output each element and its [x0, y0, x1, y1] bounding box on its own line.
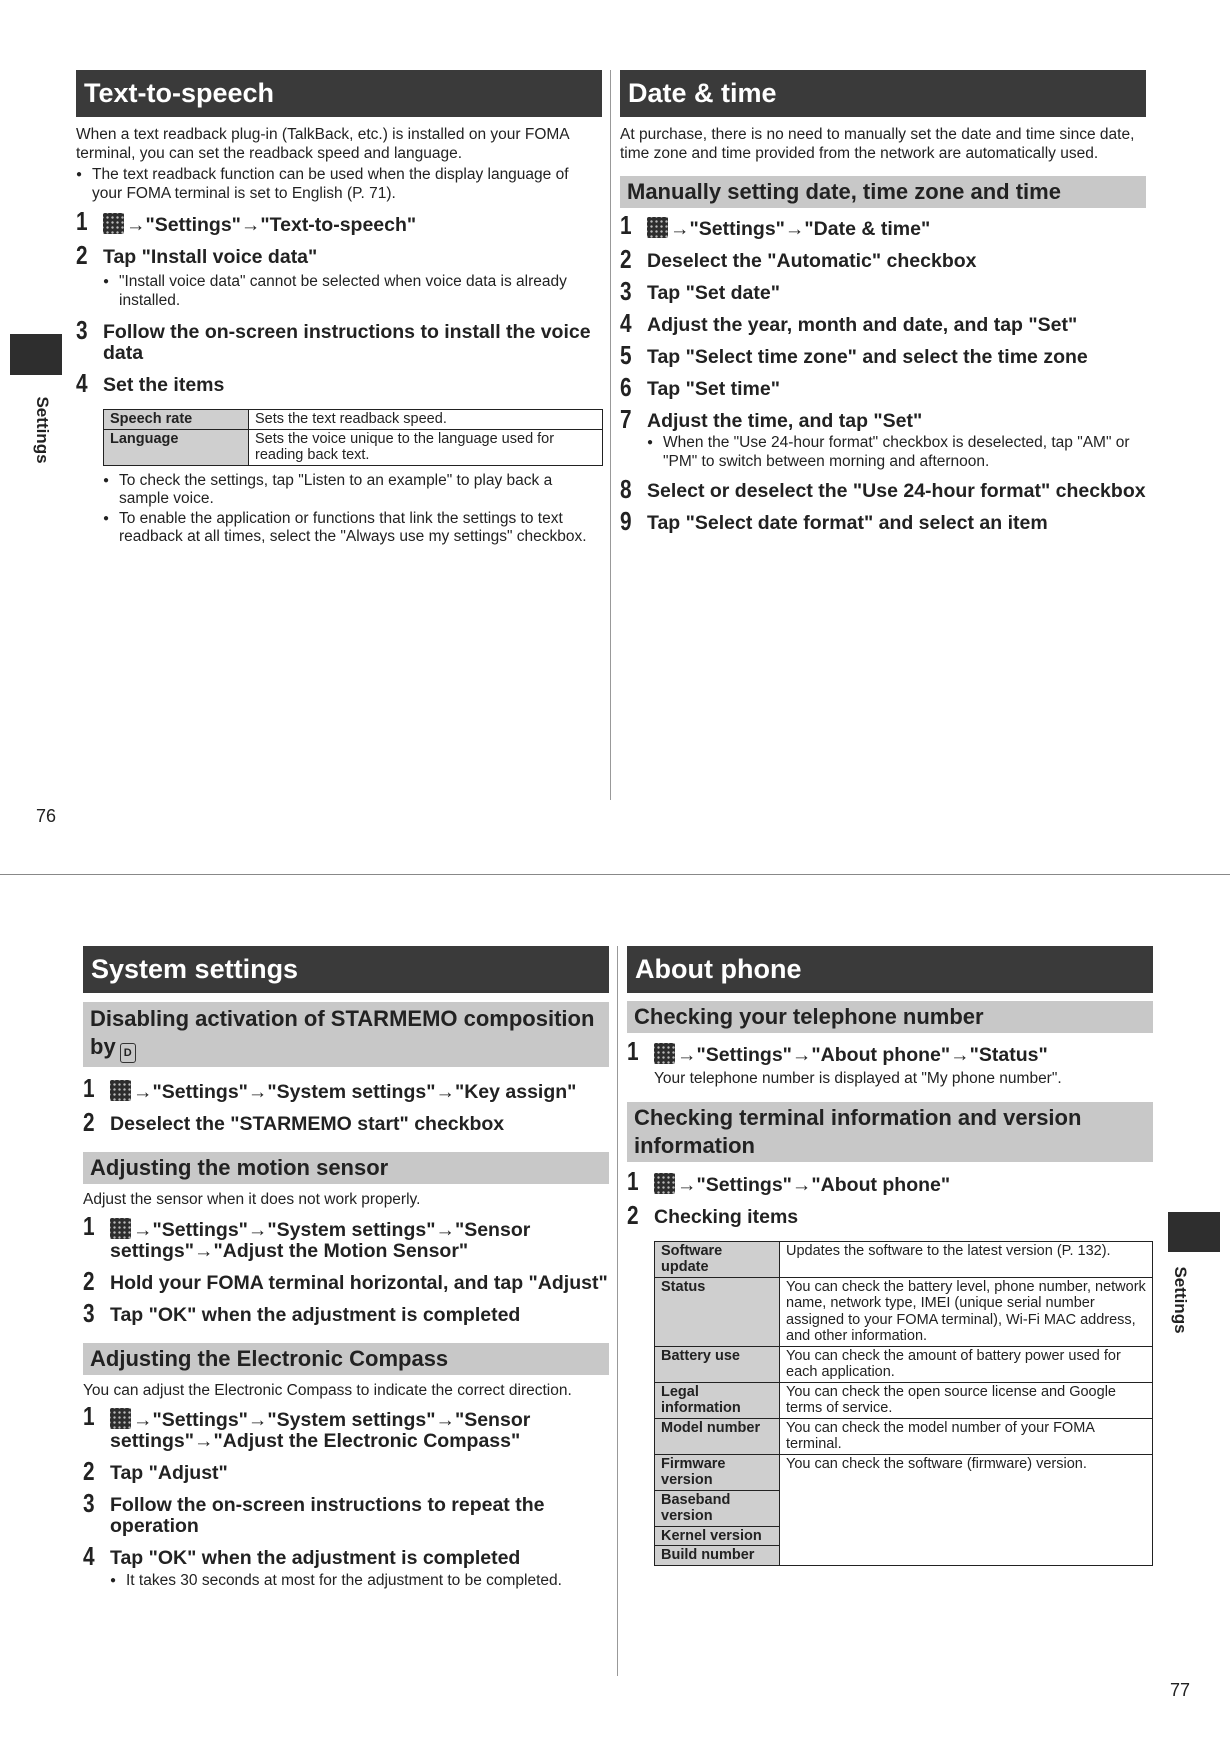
- apps-icon: [110, 1080, 131, 1101]
- about-section: [627, 946, 1153, 1566]
- table-value: You can check the model number of your FOMA terminal.: [780, 1418, 1153, 1454]
- subsection-title: Adjusting the motion sensor: [83, 1152, 609, 1184]
- system-section: [83, 946, 609, 1591]
- starmemo-key-icon: D: [120, 1043, 136, 1063]
- table-key: Status: [655, 1277, 780, 1346]
- step-1: 1 →"Settings"→"System settings"→"Sensor settings"→"Adjust the Electronic Compass": [83, 1401, 531, 1452]
- note-bullet: ● To check the settings, tap "Listen to an example" to play back a sample voice.: [103, 472, 602, 509]
- table-key: Legal information: [655, 1382, 780, 1418]
- table-key: Language: [104, 429, 249, 465]
- table-row: [104, 429, 603, 465]
- table-key: Build number: [655, 1546, 780, 1566]
- apps-icon: [110, 1218, 131, 1239]
- step-2: 2 Hold your FOMA terminal horizontal, and tap "Adjust": [83, 1265, 608, 1296]
- step-1: 1 →"Settings"→"System settings"→"Sensor settings"→"Adjust the Motion Sensor": [83, 1210, 531, 1262]
- table-value: You can check the amount of battery power used for each application.: [780, 1346, 1153, 1382]
- step-3: 3 Tap "OK" when the adjustment is completed: [83, 1297, 521, 1328]
- side-tab: [1168, 1212, 1220, 1252]
- step-4: 4 Tap "OK" when the adjustment is completed: [83, 1541, 521, 1571]
- settings-table: [103, 409, 603, 466]
- table-key: Speech rate: [104, 410, 249, 430]
- step-1: 1 →"Settings"→"Date & time": [620, 210, 931, 240]
- table-row: [655, 1382, 1153, 1418]
- step-8: 8 Select or deselect the "Use 24-hour format" checkbox: [620, 474, 1146, 504]
- table-value: Sets the voice unique to the language used for reading back text.: [249, 429, 603, 465]
- about-table: [654, 1241, 1153, 1566]
- table-value: Sets the text readback speed.: [249, 410, 603, 430]
- side-label: Settings: [33, 396, 52, 464]
- table-key: Model number: [655, 1418, 780, 1454]
- side-tab: [10, 334, 62, 375]
- subsection-title: Disabling activation of STARMEMO composition by D: [83, 1002, 609, 1067]
- step-3: 3 Tap "Set date": [620, 276, 780, 306]
- table-value: You can check the open source license and Google terms of service.: [780, 1382, 1153, 1418]
- datetime-section: [620, 70, 1146, 534]
- step-7: 7 Adjust the time, and tap "Set": [620, 404, 923, 434]
- column-divider: [610, 70, 611, 800]
- section-title: System settings: [83, 946, 609, 993]
- note-bullet: ● To enable the application or functions that link the settings to text readback at all times, select the "Always use my settings" checkbox.: [103, 510, 602, 547]
- table-row: [655, 1454, 1153, 1490]
- step-1: 1 →"Settings"→"Text-to-speech": [76, 206, 417, 236]
- step-1: 1 →"Settings"→"About phone": [627, 1165, 951, 1196]
- step-1: 1 →"Settings"→"About phone"→"Status": [627, 1036, 1048, 1066]
- table-row: [655, 1418, 1153, 1454]
- intro-bullet: ● The text readback function can be used when the display language of your FOMA terminal is set to English (P. 71).: [76, 166, 602, 203]
- step-2: 2 Tap "Install voice data": [76, 240, 318, 270]
- tts-section: [76, 70, 602, 547]
- table-row: [655, 1346, 1153, 1382]
- subsection-title: Adjusting the Electronic Compass: [83, 1343, 609, 1375]
- step-2: 2 Tap "Adjust": [83, 1456, 228, 1486]
- table-value: Updates the software to the latest version (P. 132).: [780, 1241, 1153, 1277]
- step-1: 1 →"Settings"→"System settings"→"Key assign": [83, 1073, 577, 1103]
- step-1-text: Your telephone number is displayed at "My phone number".: [654, 1070, 1062, 1087]
- subsection-title: Checking terminal information and version information: [627, 1102, 1153, 1162]
- page-number: 77: [1170, 1680, 1191, 1700]
- section-title: Text-to-speech: [76, 70, 602, 117]
- table-key: Baseband version: [655, 1490, 780, 1526]
- table-row: [655, 1241, 1153, 1277]
- section-title: About phone: [627, 946, 1153, 993]
- subsection-title: Checking your telephone number: [627, 1001, 1153, 1033]
- step-6: 6 Tap "Set time": [620, 372, 780, 402]
- step-2-bullet: ● "Install voice data" cannot be selected when voice data is already installed.: [103, 273, 602, 310]
- table-key: Software update: [655, 1241, 780, 1277]
- step-2: 2 Deselect the "STARMEMO start" checkbox: [83, 1107, 505, 1137]
- step-7-bullet: ● When the "Use 24-hour format" checkbox is deselected, tap "AM" or "PM" to switch between morning and afternoon.: [647, 434, 1146, 471]
- page-separator: [0, 874, 1230, 875]
- table-key: Kernel version: [655, 1526, 780, 1546]
- intro-text: When a text readback plug-in (TalkBack, etc.) is installed on your FOMA terminal, you can set the readback speed and language.: [76, 126, 569, 162]
- table-value: You can check the software (firmware) version.: [780, 1454, 1153, 1565]
- table-key: Battery use: [655, 1346, 780, 1382]
- column-divider: [617, 946, 618, 1676]
- step-4: 4 Adjust the year, month and date, and tap "Set": [620, 308, 1078, 338]
- table-row: [104, 410, 603, 430]
- apps-icon: [110, 1408, 131, 1429]
- step-5: 5 Tap "Select time zone" and select the time zone: [620, 340, 1088, 370]
- apps-icon: [647, 217, 668, 238]
- step-3: 3 Follow the on-screen instructions to install the voice data: [76, 315, 591, 364]
- page-number: 76: [36, 806, 57, 826]
- intro-text: You can adjust the Electronic Compass to indicate the correct direction.: [83, 1381, 572, 1399]
- step-2: 2 Deselect the "Automatic" checkbox: [620, 244, 977, 274]
- section-title: Date & time: [620, 70, 1146, 117]
- side-label: Settings: [1171, 1266, 1190, 1334]
- step-4-bullet: ● It takes 30 seconds at most for the adjustment to be completed.: [110, 1572, 609, 1591]
- table-value: You can check the battery level, phone number, network name, network type, IMEI (unique serial number assigned to your FOMA terminal), Wi-Fi MAC address, and other information.: [780, 1277, 1153, 1346]
- table-key: Firmware version: [655, 1454, 780, 1490]
- step-4: 4 Set the items: [76, 368, 225, 398]
- table-row: [655, 1277, 1153, 1346]
- step-2: 2 Checking items: [627, 1199, 799, 1230]
- step-9: 9 Tap "Select date format" and select an item: [620, 506, 1048, 536]
- step-3: 3 Follow the on-screen instructions to repeat the operation: [83, 1488, 545, 1537]
- intro-text: At purchase, there is no need to manually set the date and time since date, time zone and time provided from the network are automatically used.: [620, 126, 1135, 162]
- apps-icon: [654, 1173, 675, 1194]
- subsection-title: Manually setting date, time zone and time: [620, 176, 1146, 208]
- apps-icon: [103, 213, 124, 234]
- apps-icon: [654, 1043, 675, 1064]
- intro-text: Adjust the sensor when it does not work properly.: [83, 1191, 421, 1208]
